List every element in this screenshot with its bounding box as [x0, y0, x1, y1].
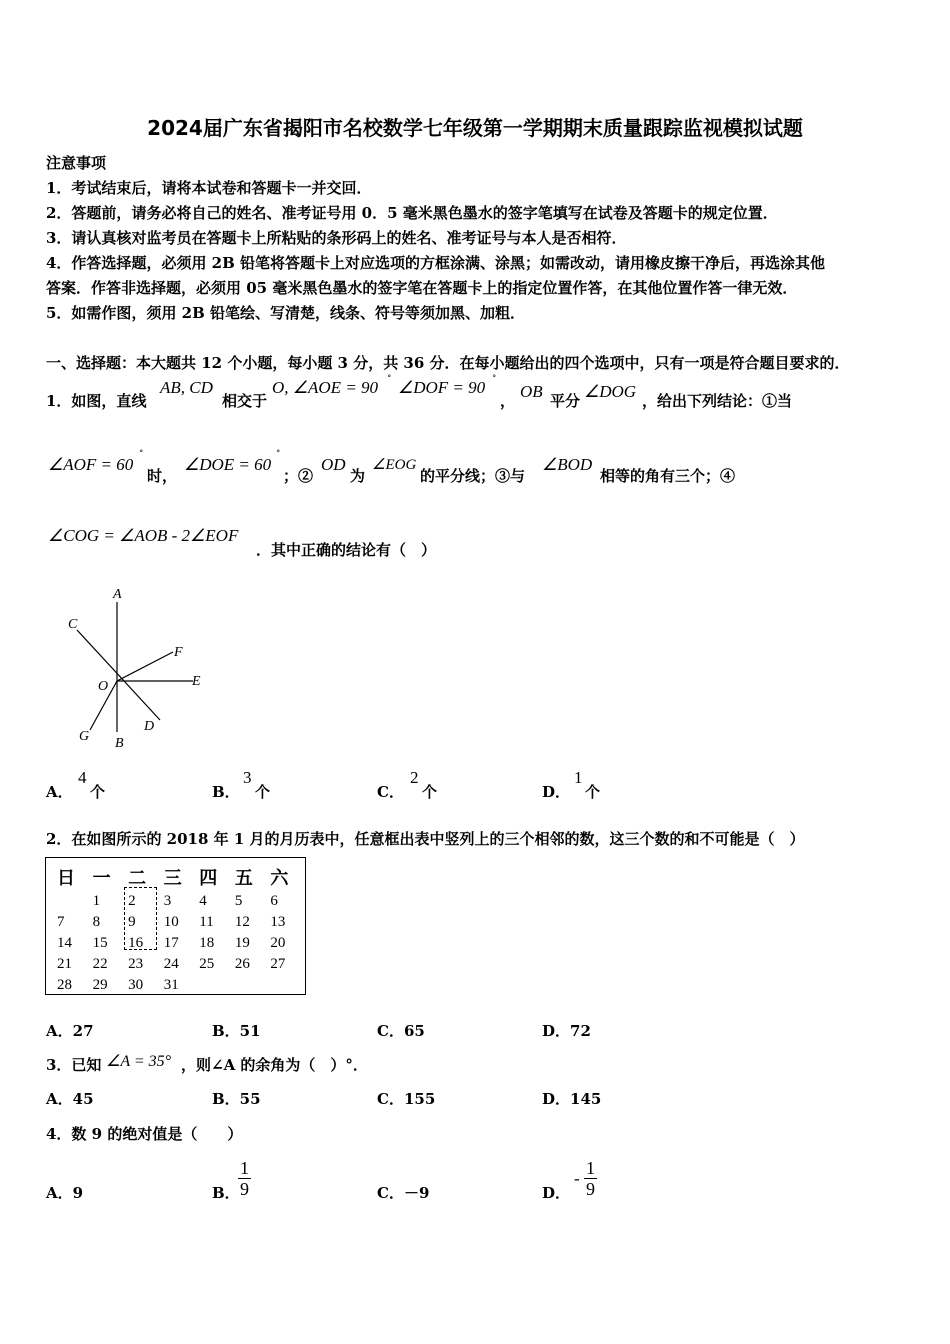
q3-suffix: ，则∠A 的余角为（ ）°．	[181, 1056, 368, 1074]
q1-math-aof: ∠AOF = 60	[48, 455, 134, 474]
label-f: F	[174, 645, 183, 660]
q1-math-dof: ∠DOF = 90	[398, 378, 486, 397]
q4-option-c: C．－9	[377, 1184, 430, 1202]
q3-prefix: 3．已知	[46, 1056, 102, 1074]
calendar-day-cell: 21	[57, 956, 72, 972]
notice-item: 4．作答选择题，必须用 2B 铅笔将答题卡上对应选项的方框涂满、涂黑；如需改动，请用橡皮擦干净后，再选涂其他	[46, 254, 826, 272]
q1-math-doe: ∠DOE = 60	[184, 455, 272, 474]
notice-item: 2．答题前，请务必将自己的姓名、准考证号用 0．5 毫米黑色墨水的签字笔填写在试卷及答题卡的规定位置．	[46, 204, 778, 222]
q1-geometry-figure	[60, 580, 220, 755]
calendar-day-cell: 18	[199, 935, 215, 951]
q1-intersect: 相交于	[222, 392, 268, 410]
calendar-day-cell: 11	[199, 914, 214, 930]
label-g: G	[79, 729, 90, 744]
calendar-day-cell: 19	[234, 935, 250, 951]
q1-math-cog: ∠COG = ∠AOB - 2∠EOF	[48, 526, 239, 545]
degree-mark: ˚	[387, 376, 392, 386]
label-d: D	[144, 719, 155, 734]
q4-option-a: A．9	[46, 1184, 84, 1202]
notice-heading: 注意事项	[46, 154, 107, 172]
calendar-day-cell: 12	[234, 914, 250, 930]
q2-text: 2．在如图所示的 2018 年 1 月的月历表中，任意框出表中竖列上的三个相邻的数，这三个数的和不可能是（ ）	[46, 830, 805, 848]
ray-of	[117, 652, 173, 681]
q1-option-b-letter: B．	[212, 783, 240, 801]
q1-conclusions: ，给出下列结论：①当	[642, 392, 793, 410]
q3-option-d: D．145	[542, 1090, 602, 1108]
label-a: A	[113, 587, 122, 602]
calendar-header-cell: 五	[234, 868, 253, 889]
calendar-day-cell: 13	[270, 914, 286, 930]
q1-option-d-letter: D．	[542, 783, 571, 801]
calendar-day-cell: 10	[163, 914, 179, 930]
q1-c4: 相等的角有三个；④	[600, 467, 736, 485]
calendar-header-cell: 三	[163, 868, 182, 889]
q1-c3: 的平分线；③与	[420, 467, 526, 485]
fraction-numerator: 1	[240, 1158, 249, 1178]
notice-item: 5．如需作图，须用 2B 铅笔绘、写清楚，线条、符号等须加黑、加粗．	[46, 304, 525, 322]
calendar-day-cell	[234, 975, 270, 996]
q1-prefix: 1．如图，直线	[46, 392, 147, 410]
calendar-day-cell: 5	[234, 893, 243, 909]
calendar-header-cell: 二	[128, 868, 147, 889]
q1-option-b-unit: 个	[255, 783, 271, 801]
q1-math-aoe: O, ∠AOE = 90	[272, 378, 379, 397]
section-heading: 一、选择题：本大题共 12 个小题，每小题 3 分，共 36 分．在每小题给出的四个选项中，只有一项是符合题目要求的．	[46, 354, 850, 372]
calendar-day-cell: 16	[128, 935, 144, 951]
q1-option-c-value: 2	[410, 768, 419, 787]
q3-option-b: B．55	[212, 1090, 261, 1108]
calendar-day-cell: 27	[270, 956, 286, 972]
calendar-header-cell: 六	[270, 868, 289, 889]
q1-c2: ；②	[283, 467, 314, 485]
calendar-day-cell: 3	[163, 893, 172, 909]
fraction-numerator: 1	[586, 1158, 595, 1178]
label-c: C	[68, 617, 78, 632]
calendar-day-cell: 20	[270, 935, 286, 951]
calendar-day-cell: 30	[128, 977, 144, 993]
q1-option-a-value: 4	[78, 768, 87, 787]
label-b: B	[115, 736, 124, 751]
notice-item: 3．请认真核对监考员在答题卡上所粘贴的条形码上的姓名、准考证号与本人是否相符．	[46, 229, 627, 247]
calendar-day-cell: 2	[128, 893, 136, 909]
calendar-day-cell: 29	[92, 977, 108, 993]
calendar-day-cell: 8	[92, 914, 101, 930]
q1-option-b-value: 3	[243, 768, 252, 787]
calendar-day-cell: 28	[57, 977, 72, 993]
q1-math-eog: ∠EOG	[372, 457, 417, 473]
calendar-grid	[56, 863, 305, 996]
q1-math-bod: ∠BOD	[542, 455, 593, 474]
degree-mark: ˚	[276, 451, 281, 461]
q3-option-a: A．45	[46, 1090, 94, 1108]
q4-option-b-letter: B．	[212, 1184, 240, 1202]
calendar-day-cell: 4	[199, 893, 207, 909]
calendar-table	[45, 857, 306, 995]
calendar-day-cell: 7	[57, 914, 65, 930]
q4-option-d-letter: D．	[542, 1184, 571, 1202]
q1-option-c-unit: 个	[422, 783, 438, 801]
calendar-day-cell: 15	[92, 935, 108, 951]
calendar-day-cell	[198, 975, 234, 996]
calendar-day-cell: 22	[92, 956, 108, 972]
q4-text: 4．数 9 的绝对值是（ ）	[46, 1125, 243, 1143]
calendar-day-cell: 24	[163, 956, 179, 972]
calendar-header-cell: 日	[57, 868, 75, 889]
degree-mark: ˚	[492, 376, 497, 386]
calendar-day-cell: 14	[57, 935, 72, 951]
degree-mark: ˚	[139, 451, 144, 461]
q3-math: ∠A = 35°	[106, 1053, 172, 1070]
q1-option-c-letter: C．	[377, 783, 404, 801]
q4-option-d-fraction	[584, 1158, 597, 1199]
calendar-day-cell	[56, 891, 92, 912]
q1-option-a-unit: 个	[90, 783, 106, 801]
q2-option-c: C．65	[377, 1022, 425, 1040]
calendar-day-cell: 26	[234, 956, 250, 972]
line-cd	[77, 630, 160, 720]
q1-math-od: OD	[321, 455, 346, 474]
q1-option-a-letter: A．	[46, 783, 73, 801]
q4-option-d-sign: -	[574, 1169, 580, 1188]
notice-item: 1．考试结束后，请将本试卷和答题卡一并交回．	[46, 179, 372, 197]
q1-option-d-value: 1	[574, 768, 583, 787]
calendar-day-cell: 6	[270, 893, 278, 909]
notice-item: 答案．作答非选择题，必须用 05 毫米黑色墨水的签字笔在答题卡上的指定位置作答，在其他位置作答一律无效．	[46, 279, 798, 297]
q1-math-ob: OB	[520, 382, 543, 401]
q2-option-a: A．27	[46, 1022, 94, 1040]
label-e: E	[192, 674, 201, 689]
q2-option-d: D．72	[542, 1022, 591, 1040]
calendar-day-cell: 31	[163, 977, 179, 993]
calendar-day-cell: 23	[128, 956, 144, 972]
q1-is: 为	[350, 467, 366, 485]
q4-option-b-fraction	[238, 1158, 251, 1199]
calendar-header-cell: 一	[92, 868, 111, 889]
q2-option-b: B．51	[212, 1022, 261, 1040]
q1-comma: ，	[500, 392, 516, 410]
calendar-header-cell: 四	[199, 868, 218, 889]
calendar-day-cell: 1	[92, 893, 101, 909]
q1-bisects: 平分	[550, 392, 581, 410]
q1-end: ．其中正确的结论有（ ）	[256, 541, 437, 559]
page-title: 2024届广东省揭阳市名校数学七年级第一学期期末质量跟踪监视模拟试题	[147, 116, 803, 140]
q1-math-ab-cd: AB, CD	[160, 378, 213, 397]
label-o: O	[98, 679, 109, 694]
q1-option-d-unit: 个	[585, 783, 601, 801]
fraction-denominator: 9	[586, 1179, 595, 1199]
fraction-denominator: 9	[240, 1179, 249, 1199]
calendar-day-cell: 25	[199, 956, 215, 972]
q3-option-c: C．155	[377, 1090, 436, 1108]
q1-math-dog: ∠DOG	[584, 382, 637, 401]
calendar-day-cell	[269, 975, 305, 996]
q1-when: 时，	[147, 467, 178, 485]
calendar-day-cell: 9	[128, 914, 136, 930]
calendar-day-cell: 17	[163, 935, 179, 951]
